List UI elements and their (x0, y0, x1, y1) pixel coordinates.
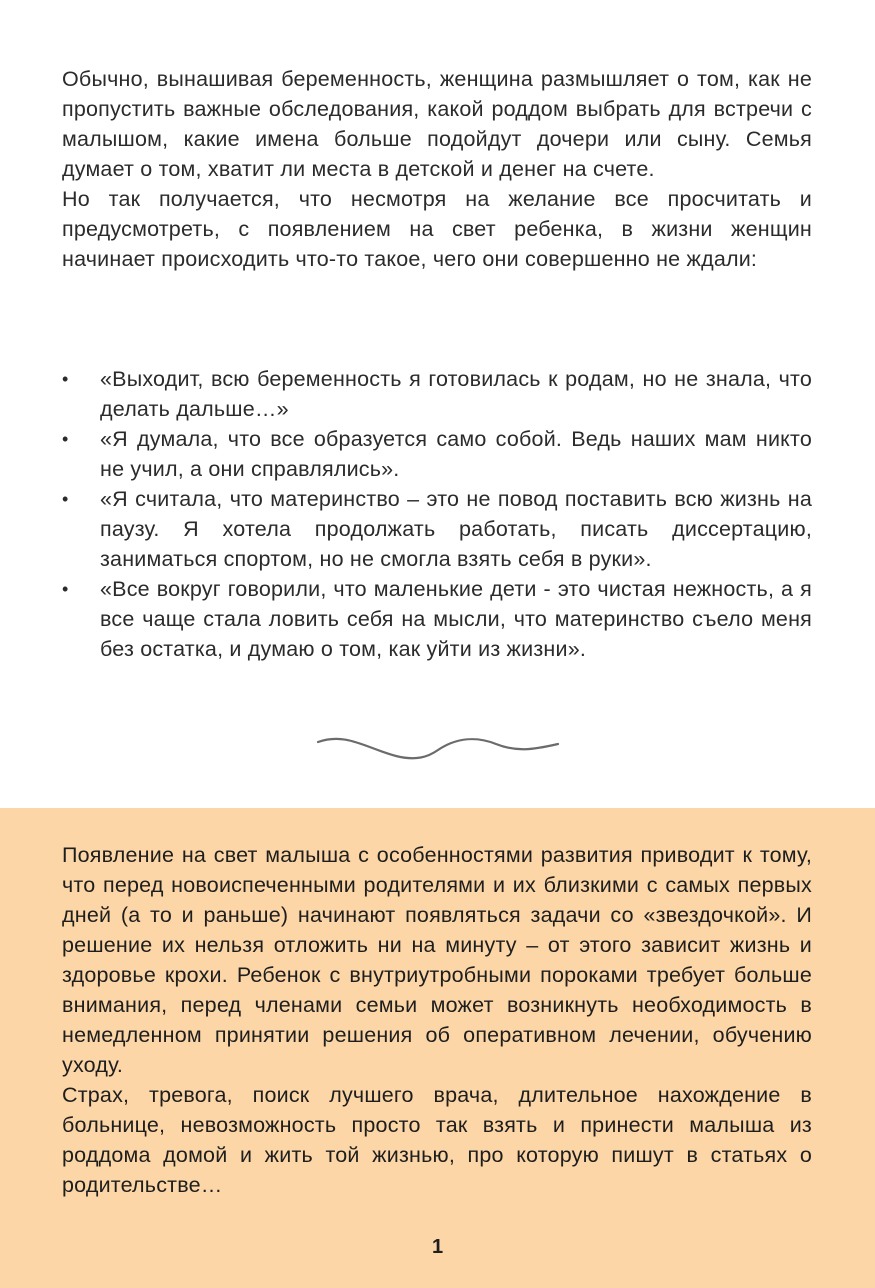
quote-item (62, 364, 812, 424)
page-number: 1 (431, 1236, 444, 1258)
quote-text: «Я считала, что материнство – это не повод поставить всю жизнь на паузу. Я хотела продолжать работать, писать диссертацию, заниматься спортом, но не смогла взять себя в руки». (100, 487, 812, 571)
intro-text (62, 64, 812, 274)
wave-divider-icon (316, 730, 560, 770)
bullet-icon: • (62, 429, 69, 449)
highlight-paragraph-1: Появление на свет малыша с особенностями развития приводит к тому, что перед новоиспеченными родителями и их близкими с самых первых дней (а то и раньше) начинают появляться задачи со «звездочкой». И решение их нельзя отложить ни на минуту – от этого зависит жизнь и здоровье крохи. Ребенок с внутриутробными пороками требует больше внимания, перед членами семьи может возникнуть необходимость в немедленном принятии решения об оперативном лечении, обучению уходу. (62, 843, 812, 1077)
quote-text: «Я думала, что все образуется само собой. Ведь наших мам никто не учил, а они справлялись». (100, 427, 812, 481)
intro-paragraph-2: Но так получается, что несмотря на желание все просчитать и предусмотреть, с появлением на свет ребенка, в жизни женщин начинает происходить что-то такое, чего они совершенно не ждали: (62, 187, 812, 271)
bullet-icon: • (62, 579, 69, 599)
highlight-paragraph-2: Страх, тревога, поиск лучшего врача, длительное нахождение в больнице, невозможность просто так взять и принести малыша из роддома домой и жить той жизнью, про которую пишут в статьях о родительстве… (62, 1083, 812, 1197)
highlight-text (62, 840, 812, 1200)
quote-item (62, 484, 812, 574)
bullet-icon: • (62, 369, 69, 389)
quote-text: «Все вокруг говорили, что маленькие дети - это чистая нежность, а я все чаще стала ловить себя на мысли, что материнство съело меня без остатка, и думаю о том, как уйти из жизни». (100, 577, 812, 661)
bullet-icon: • (62, 489, 69, 509)
intro-paragraph-1: Обычно, вынашивая беременность, женщина размышляет о том, как не пропустить важные обследования, какой роддом выбрать для встречи с малышом, какие имена больше подойдут дочери или сыну. Семья думает о том, хватит ли места в детской и денег на счете. (62, 67, 812, 181)
quote-item (62, 574, 812, 664)
highlight-section (0, 808, 875, 1288)
quotes-list (62, 364, 812, 664)
quote-item (62, 424, 812, 484)
quote-text: «Выходит, всю беременность я готовилась к родам, но не знала, что делать дальше…» (100, 367, 812, 421)
